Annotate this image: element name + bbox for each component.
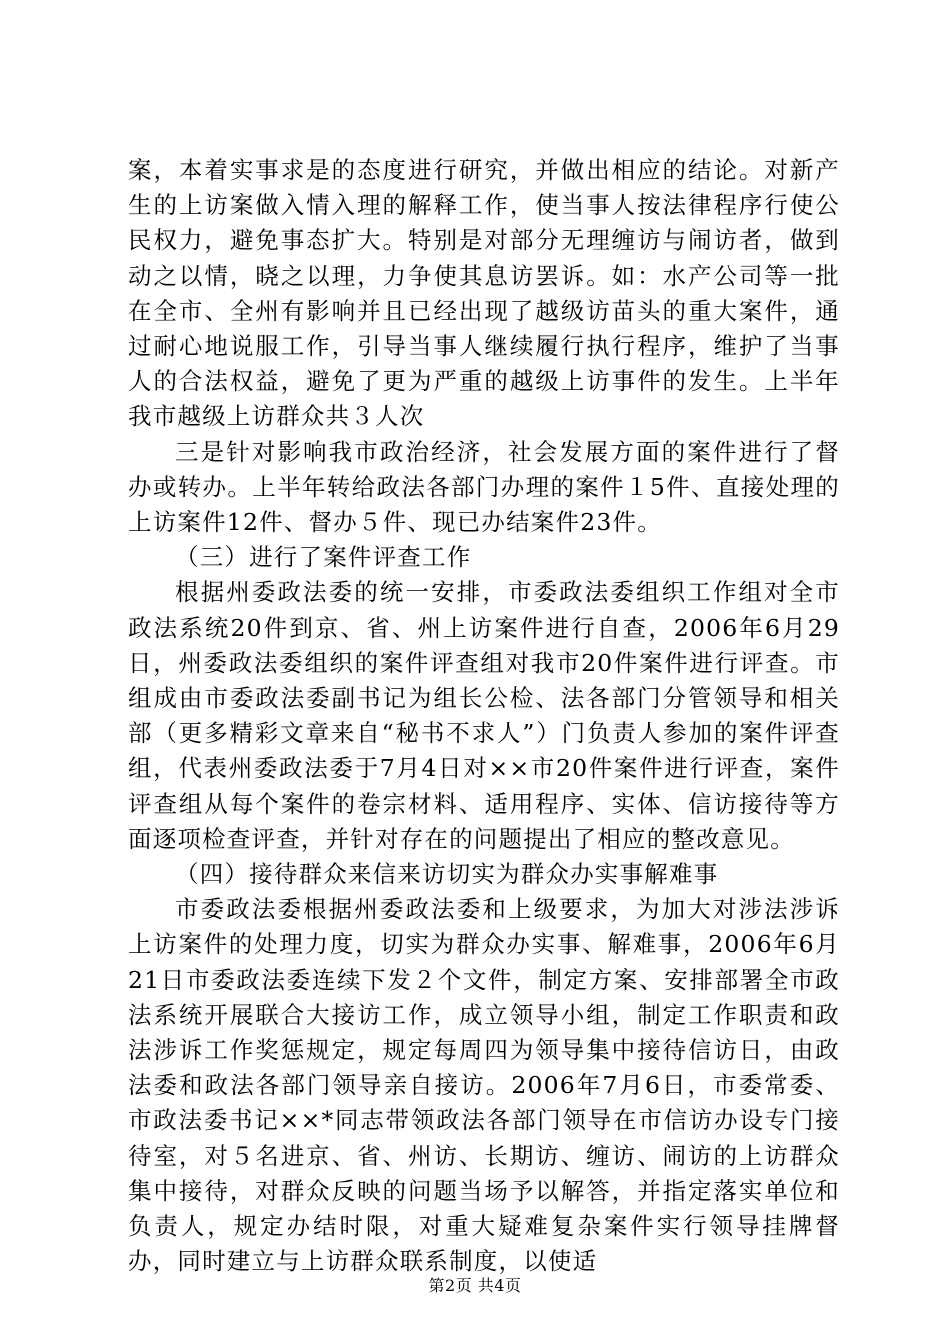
page-footer	[0, 1273, 950, 1296]
section-heading-reception: （四）接待群众来信来访切实为群众办实事解难事	[175, 860, 719, 889]
paragraph-continuation: 案，本着实事求是的态度进行研究，并做出相应的结论。对新产生的上访案做入情入理的解释工作，使当事人按法律程序行使公民权力，避免事态扩大。特别是对部分无理缠访与闹访者，做到动之以情，晓之以理，力争使其息访罢诉。如：水产公司等一批在全市、全州有影响并且已经出现了越级访苗头的重大案件，通过耐心地说服工作，引导当事人继续履行执行程序，维护了当事人的合法权益，避免了更为严重的越级上访事件的发生。上半年我市越级上访群众共３人次	[128, 156, 840, 431]
document-body	[128, 153, 840, 1280]
section-heading-case-review: （三）进行了案件评查工作	[175, 543, 472, 572]
paragraph-reception: 市委政法委根据州委政法委和上级要求，为加大对涉法涉诉上访案件的处理力度，切实为群众办实事、解难事，2006年6月21日市委政法委连续下发２个文件，制定方案、安排部署全市政法系统开展联合大接访工作，成立领导小组，制定工作职责和政法涉诉工作奖惩规定，规定每周四为领导集中接待信访日，由政法委和政法各部门领导亲自接访。2006年7月6日，市委常委、市政法委书记××*同志带领政法各部门领导在市信访办设专门接待室，对５名进京、省、州访、长期访、缠访、闹访的上访群众集中接待，对群众反映的问题当场予以解答，并指定落实单位和负责人，规定办结时限，对重大疑难复杂案件实行领导挂牌督办，同时建立与上访群众联系制度，以使适	[128, 895, 840, 1276]
paragraph-supervision: 三是针对影响我市政治经济，社会发展方面的案件进行了督办或转办。上半年转给政法各部门办理的案件１5件、直接处理的上访案件12件、督办５件、现已办结案件23件。	[128, 437, 840, 537]
paragraph-case-review: 根据州委政法委的统一安排，市委政法委组织工作组对全市政法系统20件到京、省、州上访案件进行自查，2006年6月29日，州委政法委组织的案件评查组对我市20件案件进行评查。市组成由市委政法委副书记为组长公检、法各部门分管领导和相关部（更多精彩文章来自“秘书不求人”）门负责人参加的案件评查组，代表州委政法委于7月4日对××市20件案件进行评查，案件评查组从每个案件的卷宗材料、适用程序、实体、信访接待等方面逐项检查评查，并针对存在的问题提出了相应的整改意见。	[128, 578, 840, 853]
page-number-label: 第2页 共4页	[428, 1276, 522, 1295]
